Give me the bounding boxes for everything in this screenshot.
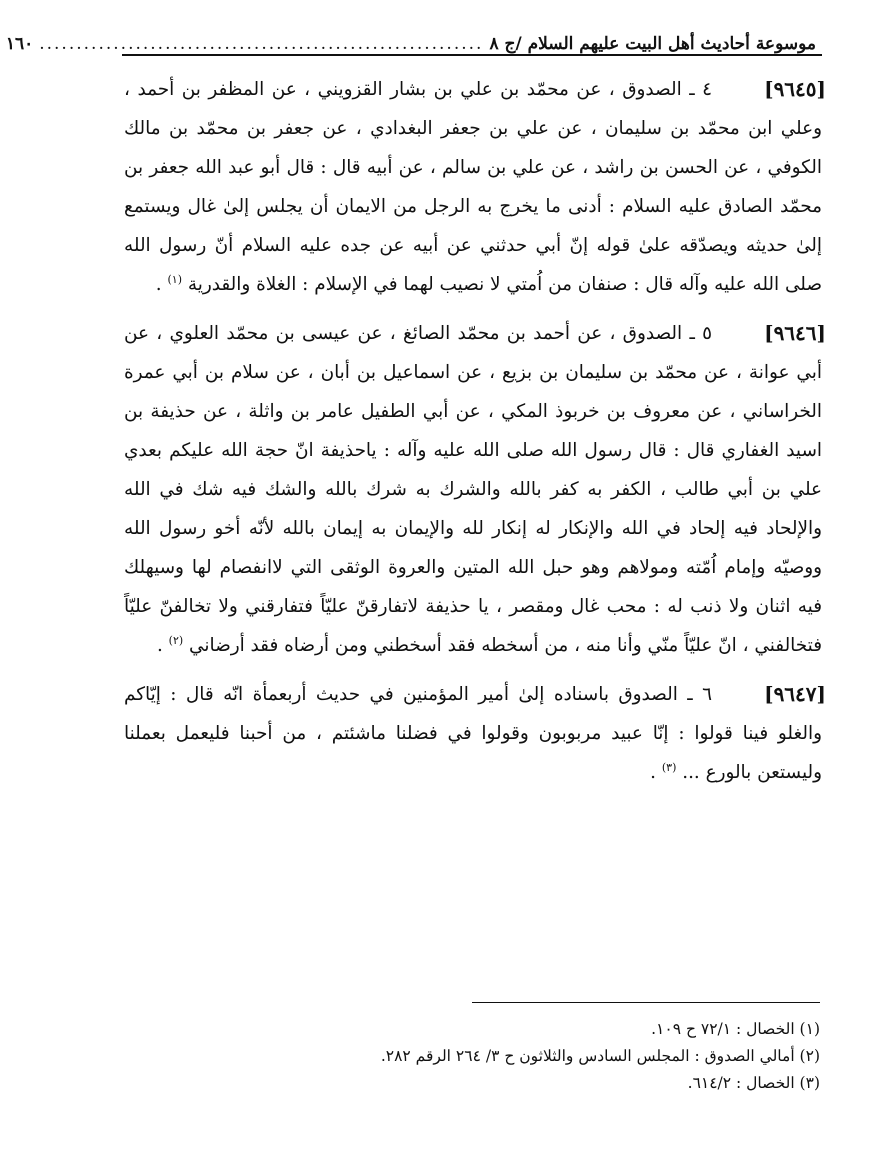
item-marker: ٤ ـ bbox=[689, 79, 712, 100]
item-marker: ٦ ـ bbox=[687, 684, 712, 705]
hadith-entry bbox=[122, 70, 826, 304]
footnote-reference[interactable]: (١) bbox=[167, 272, 182, 286]
hadith-number: [٩٦٤٦] bbox=[764, 321, 826, 345]
hadith-number: [٩٦٤٧] bbox=[764, 682, 826, 706]
hadith-entry bbox=[122, 314, 826, 665]
running-header-title: موسوعة أحاديث أهل البيت عليهم السلام /ج ٨ bbox=[489, 34, 816, 54]
hadith-entry bbox=[122, 675, 826, 792]
footnote-item: (٢) أمالي الصدوق : المجلس السادس والثلاثون ح ٣/ ٢٦٤ الرقم ٢٨٢. bbox=[380, 1047, 820, 1065]
hadith-body: الصدوق باسناده إلىٰ أمير المؤمنين في حديث أربعمأة انّه قال : إيّاكم والغلو فينا قولوا : إنّا عبيد مربوبون وقولوا في فضلنا ماشئتم ، من أحبنا فليعمل بعملنا وليستعن بالورع ... bbox=[124, 684, 822, 783]
hadith-body: الصدوق ، عن محمّد بن علي بن بشار القزويني ، عن المظفر بن أحمد ، وعلي ابن محمّد بن سليمان ، عن علي بن جعفر البغدادي ، عن جعفر بن محمّد بن مالك الكوفي ، عن الحسن بن راشد ، عن علي بن سالم ، عن أبيه قال : قال أبو عبد الله جعفر بن محمّد الصادق عليه السلام : أدنى ما يخرج به الرجل من الايمان أن يجلس إلىٰ غال ويستمع إلىٰ حديثه ويصدّقه علىٰ قوله إنّ أبي حدثني عن أبيه عن جده عليه السلام أنّ رسول الله صلى الله عليه وآله قال : صنفان من اُمتي لا نصيب لهما في الإسلام : الغلاة والقدرية bbox=[124, 79, 822, 295]
footnote-reference[interactable]: (٢) bbox=[168, 633, 184, 647]
footnote-item: (١) الخصال : ٧٢/١ ح ١٠٩. bbox=[651, 1020, 820, 1038]
hadith-text bbox=[124, 314, 822, 665]
running-header bbox=[5, 18, 822, 56]
hadith-text bbox=[124, 70, 822, 304]
hadith-body: الصدوق ، عن أحمد بن محمّد الصائغ ، عن عيسى بن محمّد العلوي ، عن أبي عوانة ، عن محمّد بن سليمان بن بزيع ، عن اسماعيل بن أبان ، عن سلام بن أبي عمرة الخراساني ، عن معروف بن خربوذ المكي ، عن أبي الطفيل عامر بن واثلة ، عن حذيفة بن اسيد الغفاري قال : قال رسول الله صلى الله عليه وآله : ياحذيفة انّ حجة الله عليكم بعدي علي بن أبي طالب ، الكفر به كفر بالله والشرك به شرك بالله والشك فيه شك في الله والإلحاد فيه إلحاد في الله والإنكار له إنكار لله والإيمان به إيمان بالله لأنّه أخو رسول الله ووصيّه وإمام اُمّته ومولاهم وهو حبل الله المتين والعروة الوثقى التي لاانفصام لها وسيهلك فيه اثنان ولا ذنب له : محب غال ومقصر ، يا حذيفة لاتفارقنّ عليّاً فتفارقني ولا تخالفنّ عليّاً فتخالفني ، انّ عليّاً منّي وأنا منه ، من أسخطه فقد أسخطني ومن أرضاه فقد أرضاني bbox=[124, 323, 822, 656]
footnote-divider bbox=[472, 1002, 820, 1003]
footnotes bbox=[130, 1016, 820, 1097]
footnote-item: (٣) الخصال : ٦١٤/٢. bbox=[687, 1074, 820, 1092]
sentence-end: . bbox=[650, 762, 656, 783]
hadith-text bbox=[124, 675, 822, 792]
sentence-end: . bbox=[156, 635, 163, 656]
running-header-leader-dots: ............................................................ bbox=[39, 34, 484, 54]
sentence-end: . bbox=[155, 274, 162, 295]
page-number: ١٦٠ bbox=[5, 34, 34, 54]
document-page bbox=[5, 18, 826, 1148]
item-marker: ٥ ـ bbox=[689, 323, 712, 344]
footnote-reference[interactable]: (٣) bbox=[661, 760, 677, 774]
hadith-number: [٩٦٤٥] bbox=[764, 77, 826, 101]
